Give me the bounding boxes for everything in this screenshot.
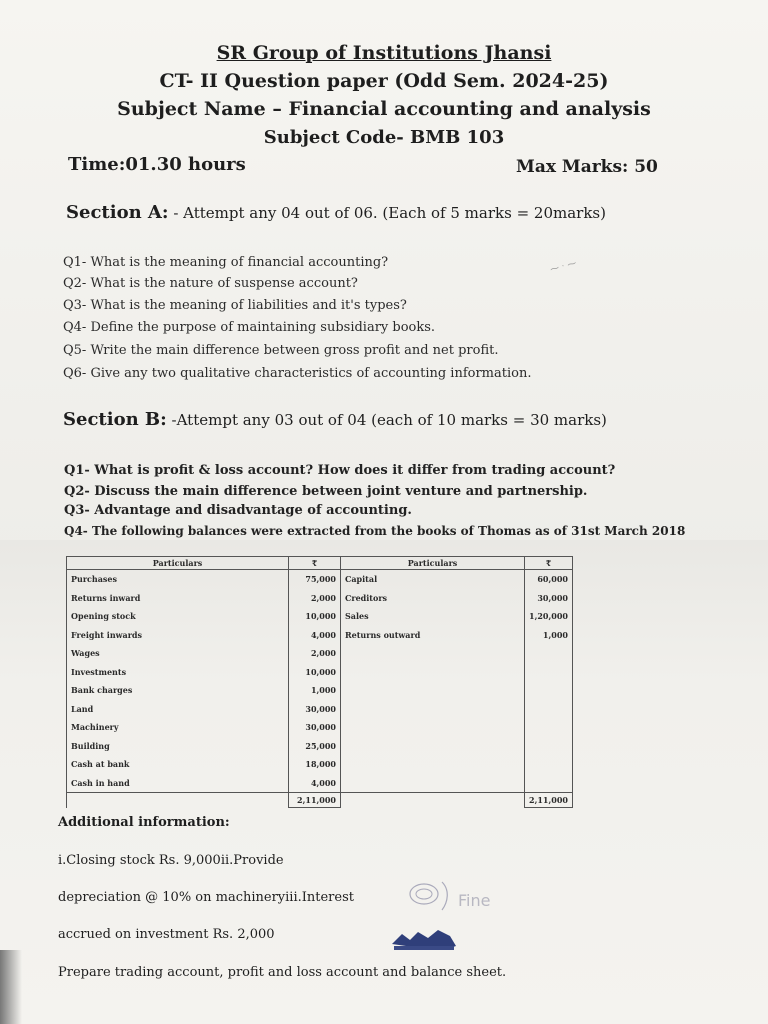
additional-info-line: accrued on investment Rs. 2,000	[58, 927, 275, 942]
table-cell: Bank charges	[67, 681, 289, 700]
section-b-question: Q4- The following balances were extracted from the books of Thomas as of 31st March 2018	[64, 524, 686, 538]
faint-pencil-mark: ⁓ ˑ ⁓	[549, 258, 578, 276]
max-marks: Max Marks: 50	[516, 157, 658, 177]
section-b-question: Q3- Advantage and disadvantage of accounting.	[64, 503, 412, 518]
table-cell	[525, 774, 573, 793]
paper-title: CT- II Question paper (Odd Sem. 2024-25)	[159, 70, 609, 92]
table-cell: 10,000	[289, 607, 341, 626]
subject-name: Subject Name – Financial accounting and analysis	[117, 98, 651, 120]
section-a-question: Q4- Define the purpose of maintaining subsidiary books.	[63, 320, 436, 335]
table-cell: Returns outward	[341, 626, 525, 645]
table-cell: 30,000	[525, 589, 573, 608]
table-cell: 2,000	[289, 644, 341, 663]
table-cell: 1,20,000	[525, 607, 573, 626]
table-cell: Capital	[341, 570, 525, 589]
table-cell: Freight inwards	[67, 626, 289, 645]
table-row	[67, 589, 573, 608]
section-b-heading	[63, 409, 607, 430]
section-a-question: Q1- What is the meaning of financial accounting?	[63, 255, 389, 270]
section-a-question: Q5- Write the main difference between gross profit and net profit.	[63, 343, 499, 358]
college-stamp	[388, 924, 460, 954]
signature-text: Fine	[458, 891, 491, 910]
table-cell: Opening stock	[67, 607, 289, 626]
additional-info-line: depreciation @ 10% on machineryiii.Interest	[58, 890, 354, 905]
table-row	[67, 644, 573, 663]
table-header-cell: ₹	[525, 557, 573, 570]
table-cell: Creditors	[341, 589, 525, 608]
table-cell: Wages	[67, 644, 289, 663]
table-cell	[525, 663, 573, 682]
table-row	[67, 663, 573, 682]
table-cell: Purchases	[67, 570, 289, 589]
table-cell	[67, 793, 289, 808]
total-right: 2,11,000	[525, 793, 573, 808]
table-cell: 18,000	[289, 755, 341, 774]
table-row	[67, 755, 573, 774]
additional-info-title: Additional information:	[58, 815, 230, 830]
table-row	[67, 774, 573, 793]
section-a-question: Q2- What is the nature of suspense account?	[63, 276, 358, 291]
table-cell	[525, 718, 573, 737]
section-b-instruction: -Attempt any 03 out of 04 (each of 10 marks = 30 marks)	[166, 411, 607, 429]
table-row	[67, 607, 573, 626]
table-cell	[525, 755, 573, 774]
section-b-title: Section B:	[63, 409, 167, 430]
table-cell: Cash at bank	[67, 755, 289, 774]
table-cell	[525, 681, 573, 700]
table-row	[67, 700, 573, 719]
table-cell: 25,000	[289, 737, 341, 756]
table-cell	[341, 793, 525, 808]
table-cell: 10,000	[289, 663, 341, 682]
table-row	[67, 681, 573, 700]
table-cell: Land	[67, 700, 289, 719]
table-header-row	[67, 557, 573, 570]
table-cell: 4,000	[289, 626, 341, 645]
scan-edge-shadow	[0, 950, 22, 1024]
table-cell: 30,000	[289, 718, 341, 737]
table-cell: 4,000	[289, 774, 341, 793]
additional-info-line: i.Closing stock Rs. 9,000ii.Provide	[58, 853, 284, 868]
section-a-instruction: - Attempt any 04 out of 06. (Each of 5 marks = 20marks)	[168, 204, 606, 222]
table-cell: Machinery	[67, 718, 289, 737]
table-cell	[341, 737, 525, 756]
table-cell	[525, 700, 573, 719]
section-a-question: Q3- What is the meaning of liabilities and it's types?	[63, 298, 407, 313]
table-row	[67, 737, 573, 756]
table-cell: Cash in hand	[67, 774, 289, 793]
table-cell	[341, 644, 525, 663]
table-cell	[341, 663, 525, 682]
table-cell	[525, 644, 573, 663]
table-cell	[341, 774, 525, 793]
table-cell: 2,000	[289, 589, 341, 608]
table-cell: Returns inward	[67, 589, 289, 608]
table-cell: Building	[67, 737, 289, 756]
table-cell: Investments	[67, 663, 289, 682]
additional-info-line: Prepare trading account, profit and loss account and balance sheet.	[58, 965, 507, 980]
section-a-heading	[66, 202, 606, 223]
section-b-question: Q1- What is profit & loss account? How does it differ from trading account?	[64, 463, 616, 478]
table-cell	[525, 737, 573, 756]
table-cell: 60,000	[525, 570, 573, 589]
exam-time: Time:01.30 hours	[68, 154, 246, 175]
table-row	[67, 718, 573, 737]
table-header-cell: Particulars	[67, 557, 289, 570]
subject-code: Subject Code- BMB 103	[263, 127, 505, 148]
table-row	[67, 570, 573, 589]
table-cell: 1,000	[289, 681, 341, 700]
table-header-cell: ₹	[289, 557, 341, 570]
total-left: 2,11,000	[289, 793, 341, 808]
table-cell	[341, 681, 525, 700]
table-row	[67, 626, 573, 645]
table-cell: Sales	[341, 607, 525, 626]
section-a-title: Section A:	[66, 202, 169, 223]
table-cell: 75,000	[289, 570, 341, 589]
table-cell	[341, 700, 525, 719]
section-b-question: Q2- Discuss the main difference between joint venture and partnership.	[64, 484, 588, 499]
table-cell: 30,000	[289, 700, 341, 719]
table-header-cell: Particulars	[341, 557, 525, 570]
trial-balance-table	[66, 556, 573, 808]
institution-title: SR Group of Institutions Jhansi	[216, 42, 552, 64]
examiner-signature	[398, 872, 518, 918]
table-total-row	[67, 793, 573, 808]
section-a-question: Q6- Give any two qualitative characteristics of accounting information.	[63, 366, 532, 381]
table-cell	[341, 718, 525, 737]
table-cell	[341, 755, 525, 774]
table-cell: 1,000	[525, 626, 573, 645]
